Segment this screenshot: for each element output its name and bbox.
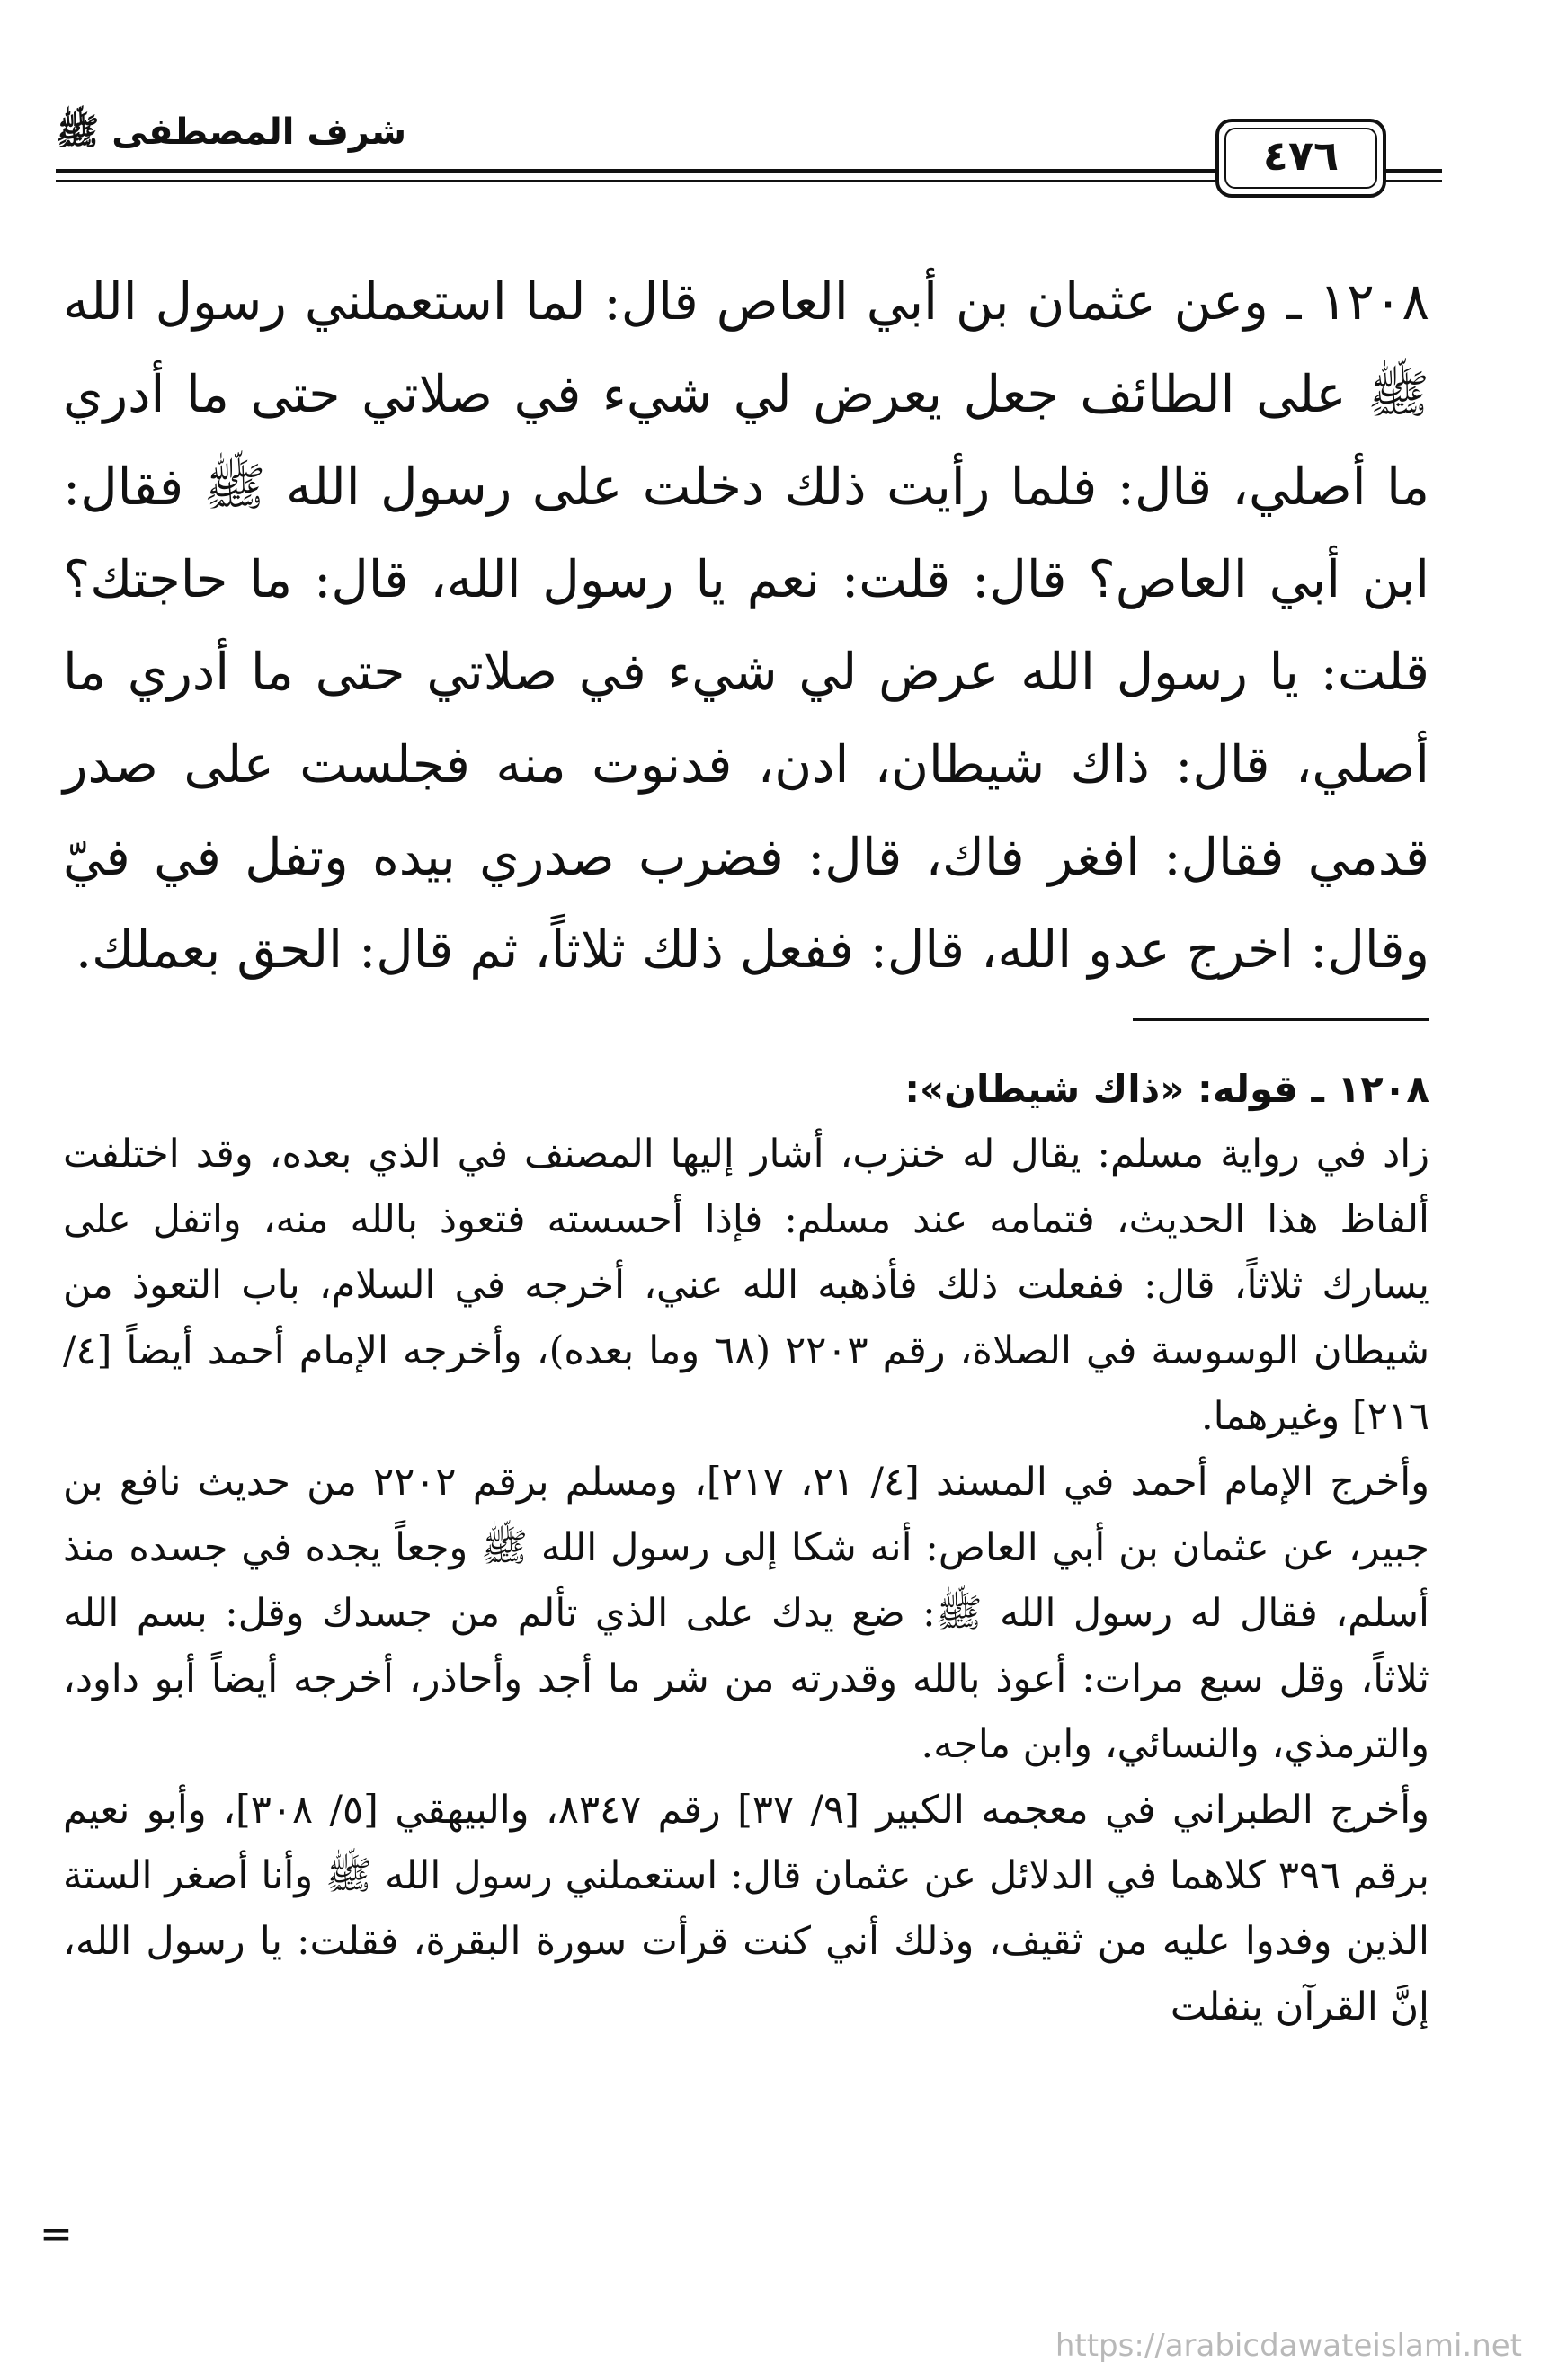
footnote-paragraph-1: زاد في رواية مسلم: يقال له خنزب، أشار إليها المصنف في الذي بعده، وقد اختلفت ألفاظ هذا الحديث، فتمامه عند مسلم: فإذا أحسسته فتعوذ بالله منه، واتفل على يسارك ثلاثاً، قال: ففعلت ذلك فأذهبه الله عني، أخرجه في السلام، باب التعوذ من شيطان الوسوسة في الصلاة، رقم ٢٢٠٣ (٦٨ وما بعده)، وأخرجه الإمام أحمد أيضاً [٤/ ٢١٦] وغيرهما. [63,1132,1429,1439]
running-title: شرف المصطفى ﷺ [56,111,407,153]
header-rule-thick [56,169,1215,173]
header-rule-right-thin [1386,180,1442,182]
page-header [56,101,1440,200]
footnote-separator [1133,1018,1429,1021]
footnote-paragraph-3: وأخرج الطبراني في معجمه الكبير [٩/ ٣٧] رقم ٨٣٤٧، والبيهقي [٥/ ٣٠٨]، وأبو نعيم برقم ٣٩٦ كلاهما في الدلائل عن عثمان قال: استعملني رسول الله ﷺ وأنا أصغر الستة الذين وفدوا عليه من ثقيف، وذلك أني كنت قرأت سورة البقرة، فقلت: يا رسول الله، إنَّ القرآن ينفلت [63,1788,1429,2029]
continuation-mark: = [40,2211,73,2257]
hadith-paragraph [63,256,1429,997]
footnote-heading: ١٢٠٨ ـ قوله: «ذاك شيطان»: [904,1067,1429,1111]
watermark-url: https://arabicdawateislami.net [1055,2328,1522,2364]
hadith-body: وعن عثمان بن أبي العاص قال: لما استعملني رسول الله ﷺ على الطائف جعل يعرض لي شيء في صلاتي حتى ما أدري ما أصلي، قال: فلما رأيت ذلك دخلت على رسول الله ﷺ فقال: ابن أبي العاص؟ قال: قلت: نعم يا رسول الله، قال: ما حاجتك؟ قلت: يا رسول الله عرض لي شيء في صلاتي حتى ما أدري ما أصلي، قال: ذاك شيطان، ادن، فدنوت منه فجلست على صدر قدمي فقال: افغر فاك، قال: فضرب صدري بيده وتفل في فيّ وقال: اخرج عدو الله، قال: ففعل ذلك ثلاثاً، ثم قال: الحق بعملك. [63,272,1429,980]
footnote-block [63,1056,1429,2040]
header-rule-right-thick [1386,169,1442,173]
header-rule-thin [56,180,1215,182]
hadith-text-block [63,256,1429,997]
hadith-number: ١٢٠٨ ـ [1286,272,1429,332]
page-number: ٤٧٦ [1262,131,1340,180]
footnote-paragraph-2: وأخرج الإمام أحمد في المسند [٤/ ٢١، ٢١٧]، ومسلم برقم ٢٢٠٢ من حديث نافع بن جبير، عن عثمان بن أبي العاص: أنه شكا إلى رسول الله ﷺ وجعاً يجده في جسده منذ أسلم، فقال له رسول الله ﷺ: ضع يدك على الذي تألم من جسدك وقل: بسم الله ثلاثاً، وقل سبع مرات: أعوذ بالله وقدرته من شر ما أجد وأحاذر، أخرجه أيضاً أبو داود، والترمذي، والنسائي، وابن ماجه. [63,1460,1430,1767]
page-number-frame [1215,119,1386,198]
